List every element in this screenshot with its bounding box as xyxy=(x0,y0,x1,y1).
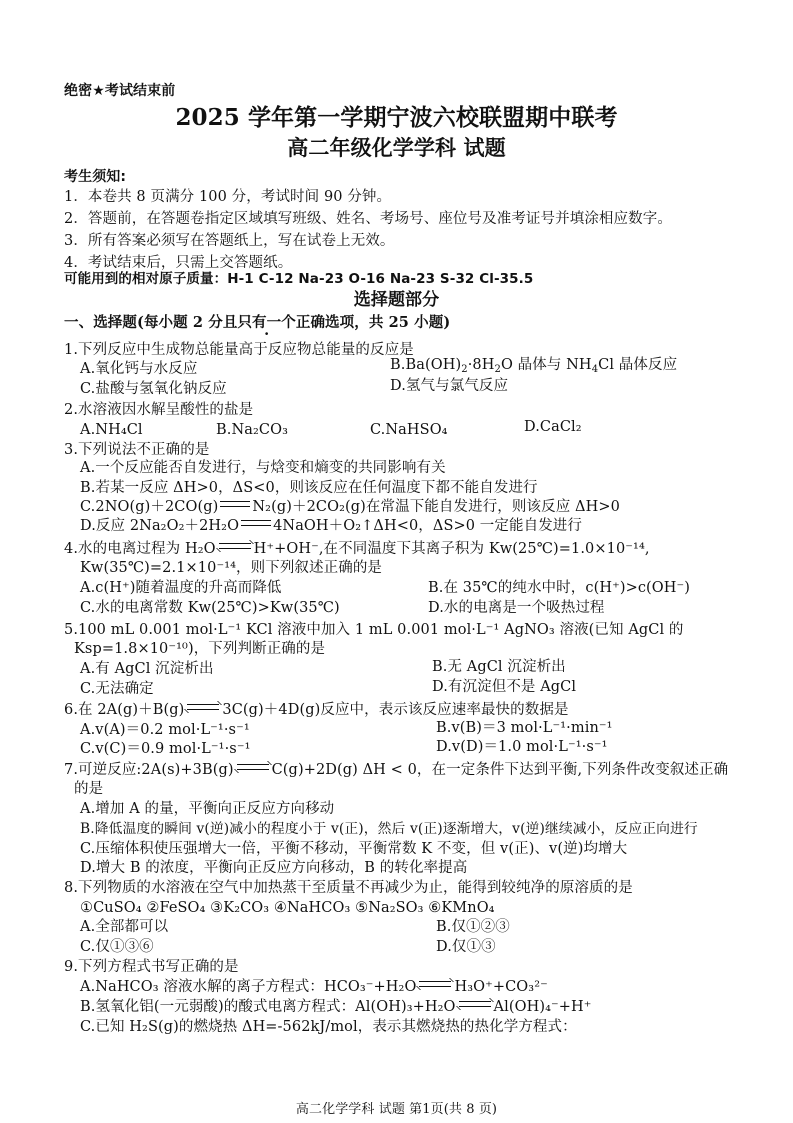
exam-title: 2025 学年第一学期宁波六校联盟期中联考 xyxy=(175,104,618,131)
q7-option-c: C.压缩体积使压强增大一倍，平衡不移动，平衡常数 K 不变，但 v(正)、v(逆)均增大 xyxy=(80,841,628,857)
q1-option-a: A.氧化钙与水反应 xyxy=(80,361,198,377)
q3-stem: 3.下列说法不正确的是 xyxy=(64,442,210,458)
q4-stem-line2: Kw(35℃)=2.1×10⁻¹⁴，则下列叙述正确的是 xyxy=(80,560,383,576)
q2-option-c: C.NaHSO₄ xyxy=(370,422,448,438)
q4-option-b: B.在 35℃的纯水中时，c(H⁺)>c(OH⁻) xyxy=(428,580,691,596)
q1-option-b: $B.Ba(OH)_2\cdot 8H_2O$ 晶体与 $NH_4Cl$ 晶体反应 xyxy=(390,357,678,375)
q6-option-c: C.v(C)＝0.9 mol·L⁻¹·s⁻¹ xyxy=(80,741,251,757)
notice-item-1: 1．本卷共 8 页满分 100 分，考试时间 90 分钟。 xyxy=(64,189,392,205)
q8-option-b: B.仅①②③ xyxy=(436,919,510,935)
q1-option-c: C.盐酸与氢氧化钠反应 xyxy=(80,381,227,397)
q5-option-b: B.无 AgCl 沉淀析出 xyxy=(432,659,566,675)
q9-option-a: A.NaHCO₃ 溶液水解的离子方程式：HCO₃⁻+H₂O H₃O⁺+CO₃²⁻ xyxy=(80,979,548,995)
q8-stem: 8.下列物质的水溶液在空气中加热蒸干至质量不再减少为止，能得到较纯净的原溶质的是 xyxy=(64,880,633,896)
q2-option-a: A.NH₄Cl xyxy=(80,422,143,438)
page-footer: 高二化学学科 试题 第1页(共 8 页) xyxy=(295,1102,498,1117)
q3-option-b: B.若某一反应 ΔH>0，ΔS<0，则该反应在任何温度下都不能自发进行 xyxy=(80,480,538,496)
q7-option-a: A.增加 A 的量，平衡向正反应方向移动 xyxy=(80,801,335,817)
reversible-arrow-icon xyxy=(184,703,222,713)
q3-option-c: C.2NO(g)＋2CO(g) N₂(g)＋2CO₂(g)在常温下能自发进行，则该反应 ΔH>0 xyxy=(80,499,620,515)
q9-stem: 9.下列方程式书写正确的是 xyxy=(64,959,239,975)
q5-stem-line2: Ksp=1.8×10⁻¹⁰)，下列判断正确的是 xyxy=(74,641,326,657)
q4-option-c: C.水的电离常数 Kw(25℃)>Kw(35℃) xyxy=(80,600,340,616)
q7-stem-line2: 的是 xyxy=(74,781,104,797)
notice-item-2: 2．答题前，在答题卷指定区域填写班级、姓名、考场号、座位号及准考证号并填涂相应数字。 xyxy=(64,211,672,227)
q8-substances: ①CuSO₄ ②FeSO₄ ③K₂CO₃ ④NaHCO₃ ⑤Na₂SO₃ ⑥KMnO₄ xyxy=(80,900,495,916)
q4-stem-line1: 4.水的电离过程为 H₂O H⁺+OH⁻,在不同温度下其离子积为 Kw(25℃)=1.0×10⁻¹⁴, xyxy=(64,541,650,557)
confidential-mark: 绝密★考试结束前 xyxy=(64,83,176,99)
q5-option-c: C.无法确定 xyxy=(80,681,154,697)
q6-option-a: A.v(A)＝0.2 mol·L⁻¹·s⁻¹ xyxy=(80,722,250,738)
q2-option-b: B.Na₂CO₃ xyxy=(216,422,289,438)
q7-option-b: B.降低温度的瞬间 v(逆)减小的程度小于 v(正)，然后 v(正)逐渐增大，v(逆)继续减小，反应正向进行 xyxy=(80,821,698,837)
q5-option-d: D.有沉淀但不是 AgCl xyxy=(432,679,577,695)
notice-item-4: 4．考试结束后，只需上交答题纸。 xyxy=(64,255,293,271)
q1-stem: 1.下列反应中生成物总能量高于反应物总能量的反应是 xyxy=(64,342,414,358)
q5-option-a: A.有 AgCl 沉淀析出 xyxy=(80,661,214,677)
q9-option-c: C.已知 H₂S(g)的燃烧热 ΔH=-562kJ/mol，表示其燃烧热的热化学方程式： xyxy=(80,1019,577,1035)
reversible-arrow-icon xyxy=(456,1000,494,1010)
q6-stem: 6.在 2A(g)＋B(g) 3C(g)＋4D(g)反应中，表示该反应速率最快的数据是 xyxy=(64,702,569,718)
notice-heading: 考生须知: xyxy=(64,169,127,185)
atomic-mass-line: 可能用到的相对原子质量：H-1 C-12 Na-23 O-16 Na-23 S-32 Cl-35.5 xyxy=(64,271,534,287)
reversible-arrow-icon xyxy=(216,542,254,552)
q3-option-a: A.一个反应能否自发进行，与焓变和熵变的共同影响有关 xyxy=(80,460,446,476)
q8-option-a: A.全部都可以 xyxy=(80,919,169,935)
notice-item-3: 3．所有答案必须写在答题纸上，写在试卷上无效。 xyxy=(64,233,395,249)
part1-text-b: 正确选项，共 25 小题) xyxy=(295,314,451,331)
q1-option-d: D.氢气与氯气反应 xyxy=(390,378,509,394)
section-title: 选择题部分 xyxy=(353,290,440,310)
reversible-arrow-icon xyxy=(416,980,454,990)
q2-stem: 2.水溶液因水解呈酸性的盐是 xyxy=(64,402,254,418)
q5-stem-line1: 5.100 mL 0.001 mol·L⁻¹ KCl 溶液中加入 1 mL 0.001 mol·L⁻¹ AgNO₃ 溶液(已知 AgCl 的 xyxy=(64,622,684,638)
q4-option-d: D.水的电离是一个吸热过程 xyxy=(428,600,605,616)
q8-option-c: C.仅①③⑥ xyxy=(80,939,154,955)
exam-subtitle: 高二年级化学学科 试题 xyxy=(287,135,506,160)
q7-stem-line1: 7.可逆反应:2A(s)+3B(g) C(g)+2D(g) ΔH < 0，在一定条件下达到平衡,下列条件改变叙述正确 xyxy=(64,762,729,778)
q8-option-d: D.仅①③ xyxy=(436,939,496,955)
q9-option-b: B.氢氧化铝(一元弱酸)的酸式电离方程式：Al(OH)₃+H₂O Al(OH)₄⁻+H⁺ xyxy=(80,999,592,1015)
q4-option-a: A.c(H⁺)随着温度的升高而降低 xyxy=(80,580,282,596)
q2-option-d: D.CaCl₂ xyxy=(524,419,582,435)
q7-option-d: D.增大 B 的浓度，平衡向正反应方向移动，B 的转化率提高 xyxy=(80,860,468,876)
q6-option-b: B.v(B)＝3 mol·L⁻¹·min⁻¹ xyxy=(436,720,613,736)
equals-arrow-icon xyxy=(239,519,273,529)
part1-heading xyxy=(64,314,450,332)
equals-arrow-icon xyxy=(218,500,252,510)
part1-text-a: 一、选择题(每小题 2 分且 xyxy=(64,314,238,331)
part1-emphasis: 只有一个 xyxy=(237,314,296,331)
q3-option-d: D.反应 2Na₂O₂＋2H₂O 4NaOH＋O₂↑ΔH<0，ΔS>0 一定能自发进行 xyxy=(80,518,582,534)
reversible-arrow-icon xyxy=(234,763,272,773)
q6-option-d: D.v(D)＝1.0 mol·L⁻¹·s⁻¹ xyxy=(436,739,608,755)
